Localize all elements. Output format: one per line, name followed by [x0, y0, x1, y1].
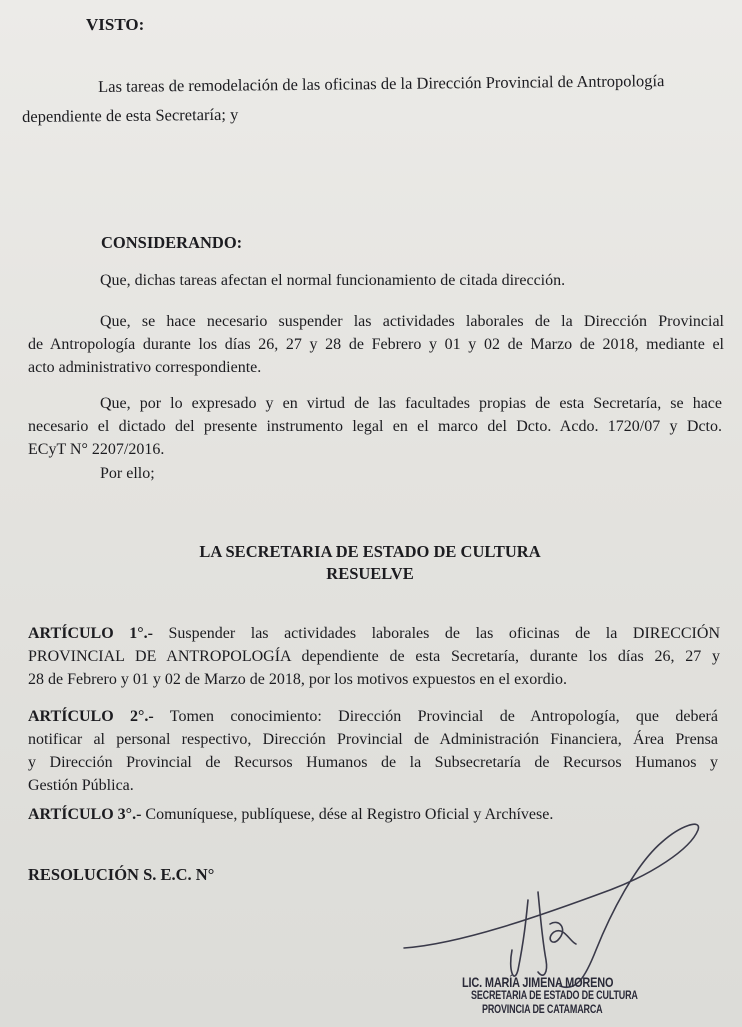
article-line	[28, 705, 718, 728]
visto-text-line-2: dependiente de esta Secretaría; y	[22, 104, 239, 126]
considerando-paragraph-4: Por ello;	[100, 465, 155, 482]
signature-block	[400, 820, 730, 1025]
signature-title: SECRETARIA DE ESTADO DE CULTURA	[471, 990, 638, 1002]
paragraph-line: ECyT N° 2207/2016.	[28, 441, 165, 458]
paragraph-line: Que, se hace necesario suspender las actividades laborales de la Dirección Provincial	[100, 313, 724, 330]
article-1	[28, 622, 720, 691]
signature-province: PROVINCIA DE CATAMARCA	[482, 1004, 603, 1016]
article-text: Tomen conocimiento: Dirección Provincial de Antropología, que deberá	[169, 708, 718, 725]
considerando-paragraph-2	[28, 310, 724, 379]
article-label: ARTÍCULO 1°.-	[28, 625, 153, 642]
article-text: Comuníquese, publíquese, dése al Registro Oficial y Archívese.	[145, 806, 554, 823]
article-label: ARTÍCULO 2°.-	[28, 708, 154, 725]
visto-heading: VISTO:	[86, 15, 145, 34]
resolucion-number: RESOLUCIÓN S. E.C. N°	[28, 865, 215, 884]
considerando-paragraph-1: Que, dichas tareas afectan el normal funcionamiento de citada dirección.	[100, 272, 566, 289]
article-line: PROVINCIAL DE ANTROPOLOGÍA dependiente de esta Secretaría, durante los días 26, 27 y	[28, 648, 720, 665]
article-line: Gestión Pública.	[28, 777, 134, 794]
considerando-heading: CONSIDERANDO:	[101, 233, 243, 252]
paragraph-line: necesario el dictado del presente instrumento legal en el marco del Dcto. Acdo. 1720/07 y Dcto.	[28, 418, 722, 435]
paragraph-line: de Antropología durante los días 26, 27 y 28 de Febrero y 01 y 02 de Marzo de 2018, mediante el	[28, 336, 724, 353]
signature-name: LIC. MARÍA JIMENA MORENO	[462, 974, 614, 990]
resolve-heading-line-1: LA SECRETARIA DE ESTADO DE CULTURA	[199, 542, 541, 561]
article-line: notificar al personal respectivo, Dirección Provincial de Administración Financiera, Área Prensa	[28, 731, 718, 748]
resolve-heading-line-2: RESUELVE	[326, 564, 414, 583]
article-line: 28 de Febrero y 01 y 02 de Marzo de 2018, por los motivos expuestos en el exordio.	[28, 671, 568, 688]
considerando-paragraph-3	[28, 392, 722, 461]
paragraph-line: Que, por lo expresado y en virtud de las facultades propias de esta Secretaría, se hace	[100, 395, 722, 412]
article-label: ARTÍCULO 3°.-	[28, 806, 142, 823]
article-line: y Dirección Provincial de Recursos Humanos de la Subsecretaría de Recursos Humanos y	[28, 754, 718, 771]
article-line	[28, 622, 720, 645]
visto-text-line-1: Las tareas de remodelación de las oficinas de la Dirección Provincial de Antropología	[98, 71, 665, 96]
paragraph-line: acto administrativo correspondiente.	[28, 359, 262, 376]
article-text: Suspender las actividades laborales de las oficinas de la DIRECCIÓN	[168, 625, 720, 642]
article-2	[28, 705, 718, 797]
